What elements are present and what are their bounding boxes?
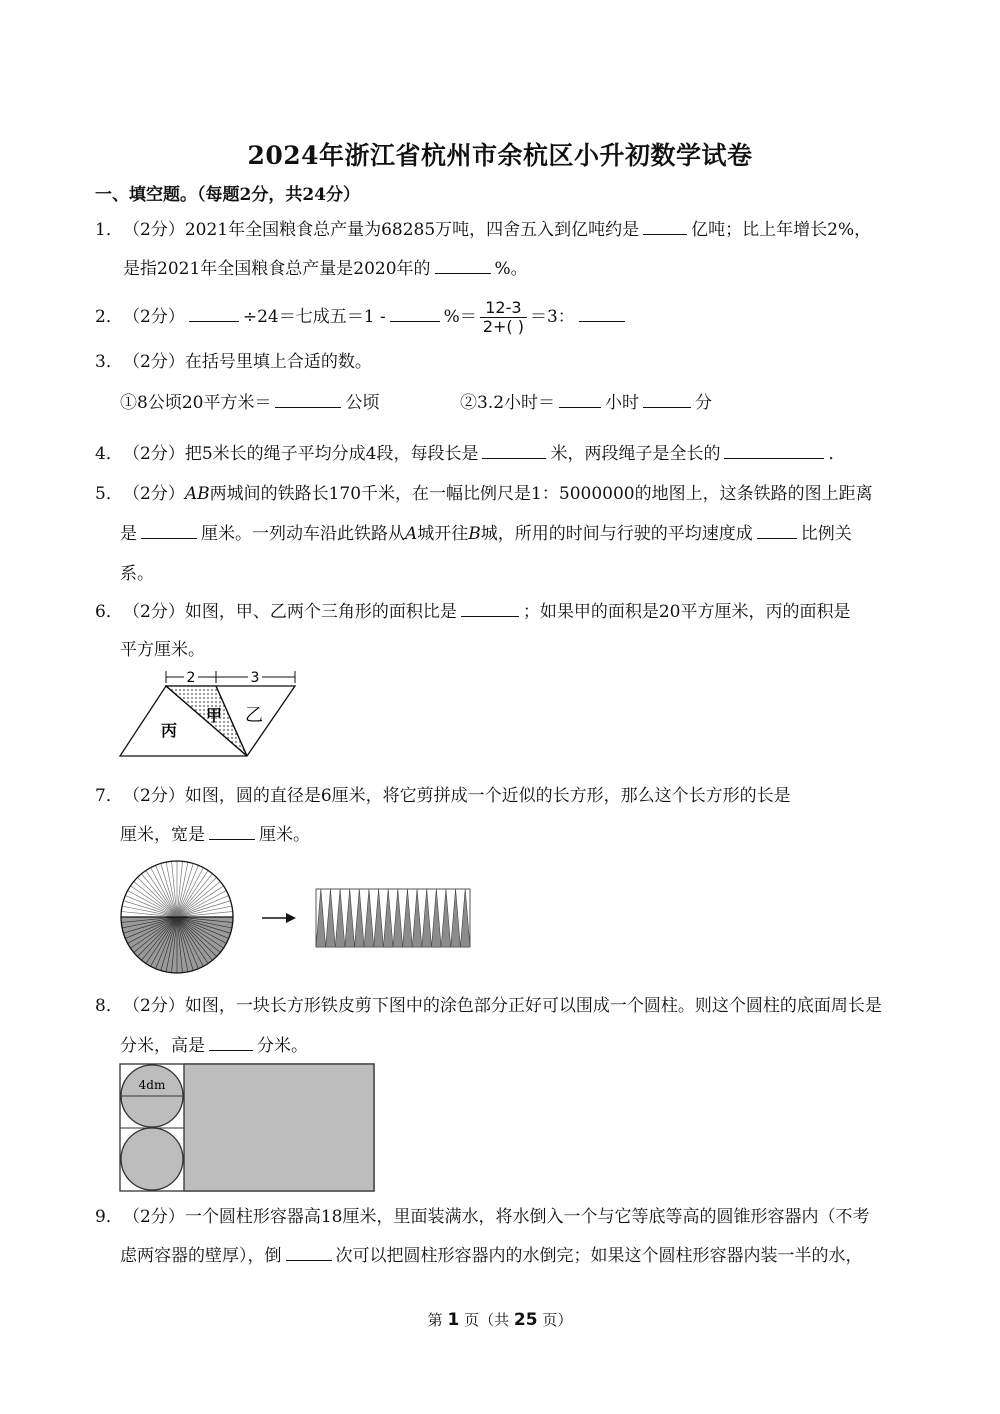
- answer-blank[interactable]: [559, 391, 601, 408]
- answer-blank[interactable]: [275, 391, 341, 408]
- question-6-line-2: 平方厘米。: [120, 640, 205, 660]
- question-3-part-1: ①8公顷20平方米＝ 公顷: [120, 393, 380, 413]
- cylinder-net-figure: [118, 1062, 378, 1194]
- diameter-label: 4dm: [138, 1078, 166, 1092]
- fraction: $\frac{12-3}{2+( )}$: [480, 299, 527, 336]
- question-9-line-2: 虑两容器的壁厚），倒 次可以把圆柱形容器内的水倒完；如果这个圆柱形容器内装一半的水，: [120, 1246, 863, 1266]
- question-6-line-1: 6．（2分）如图，甲、乙两个三角形的面积比是 ；如果甲的面积是20平方厘米，丙的面积是: [95, 602, 851, 622]
- total-pages: 25: [513, 1310, 538, 1330]
- question-9-line-1: 9．（2分）一个圆柱形容器高18厘米，里面装满水，将水倒入一个与它等底等高的圆锥形容器内（不考: [95, 1207, 870, 1227]
- page-number: 1: [447, 1310, 460, 1330]
- question-3-line-1: 3．（2分）在括号里填上合适的数。: [95, 352, 372, 372]
- question-7-line-2: 厘米，宽是 厘米。: [120, 825, 310, 845]
- circle-cut-figure: [118, 858, 478, 978]
- answer-blank[interactable]: [390, 305, 440, 322]
- question-8-line-1: 8．（2分）如图，一块长方形铁皮剪下图中的涂色部分正好可以围成一个圆柱。则这个圆柱的底面周长是: [95, 996, 882, 1016]
- question-8-line-2: 分米，高是 分米。: [120, 1036, 308, 1056]
- question-5-line-1: 5．（2分）AB两城间的铁路长170千米，在一幅比例尺是1：5000000的地图上，这条铁路的图上距离: [95, 484, 873, 504]
- answer-blank[interactable]: [141, 522, 197, 539]
- answer-blank[interactable]: [757, 522, 797, 539]
- label-yi: 乙: [245, 705, 263, 726]
- answer-blank[interactable]: [643, 218, 687, 235]
- question-1-line-1: 1．（2分）2021年全国粮食总产量为68285万吨，四舍五入到亿吨约是 亿吨；比上年增长2%，: [95, 220, 872, 240]
- dimension-label-2: 2: [186, 670, 196, 686]
- answer-blank[interactable]: [461, 600, 519, 617]
- dimension-label-3: 3: [250, 670, 260, 686]
- answer-blank[interactable]: [435, 257, 491, 274]
- question-7-line-1: 7．（2分）如图，圆的直径是6厘米，将它剪拼成一个近似的长方形，那么这个长方形的长是: [95, 786, 791, 806]
- question-2-line-1: 2．（2分） ÷24＝七成五＝1 - %＝ $\frac{12-3}{2+( )}$ ＝3：: [95, 297, 629, 337]
- page-footer: 第 1 页（共 25 页）: [427, 1310, 573, 1330]
- question-5-line-3: 系。: [120, 564, 154, 584]
- answer-blank[interactable]: [579, 305, 625, 322]
- question-5-line-2: 是 厘米。一列动车沿此铁路从A城开往B城，所用的时间与行驶的平均速度成 比例关: [120, 524, 852, 544]
- label-jia: 甲: [205, 706, 223, 725]
- label-bing: 丙: [160, 721, 178, 740]
- question-3-part-2: ②3.2小时＝ 小时 分: [460, 393, 713, 413]
- answer-blank[interactable]: [482, 442, 546, 459]
- answer-blank[interactable]: [643, 391, 691, 408]
- section-heading: 一、填空题。（每题2分，共24分）: [95, 185, 360, 205]
- answer-blank[interactable]: [724, 442, 824, 459]
- answer-blank[interactable]: [286, 1244, 332, 1261]
- answer-blank[interactable]: [209, 1034, 253, 1051]
- triangle-figure: [118, 668, 303, 760]
- answer-blank[interactable]: [209, 823, 255, 840]
- answer-blank[interactable]: [189, 305, 239, 322]
- question-4-line-1: 4．（2分）把5米长的绳子平均分成4段，每段长是 米，两段绳子是全长的 ．: [95, 444, 846, 464]
- question-1-line-2: 是指2021年全国粮食总产量是2020年的 %。: [123, 259, 528, 279]
- page-title: 2024年浙江省杭州市余杭区小升初数学试卷: [247, 141, 753, 170]
